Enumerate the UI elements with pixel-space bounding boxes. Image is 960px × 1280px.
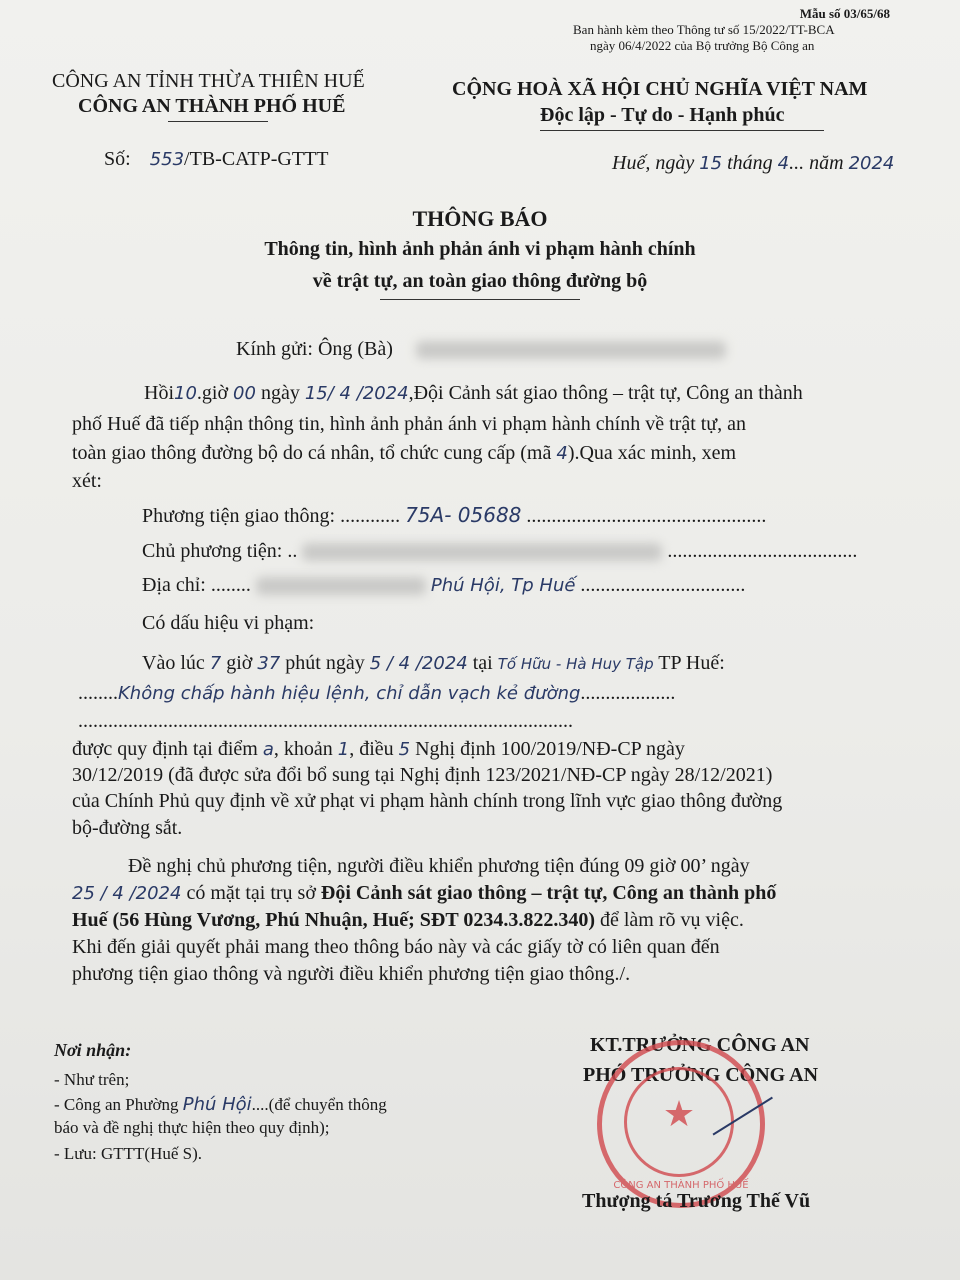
recipients-item-3: - Lưu: GTTT(Huế S). <box>54 1144 203 1163</box>
request-date: 25 / 4 /2024 <box>72 883 182 904</box>
date-place: Huế, ngày <box>612 152 695 174</box>
violation-time-row <box>142 650 725 677</box>
issued-by-line-2: ngày 06/4/2022 của Bộ trưởng Bộ Công an <box>590 38 815 53</box>
request-line-2 <box>72 880 776 907</box>
violation-minute: 37 <box>257 653 281 674</box>
intro-code: 4 <box>556 443 568 464</box>
violation-date-label: ngày <box>325 652 365 674</box>
doc-no-suffix: /TB-CATP-GTTT <box>184 148 329 170</box>
address-label: Địa chỉ: <box>142 574 206 596</box>
doc-no-value: 553 <box>149 149 185 170</box>
intro-line-4: xét: <box>72 470 102 492</box>
law-article-label: , điều <box>349 738 394 760</box>
signature-title-1: KT.TRƯỞNG CÔNG AN <box>590 1034 810 1056</box>
document-date: Huế, ngày 15 tháng 4... năm 2024 <box>612 152 895 174</box>
request-line-3b: để làm rõ vụ việc. <box>600 909 744 931</box>
law-article: 5 <box>398 739 411 760</box>
vehicle-plate: 75A- 05688 <box>405 503 522 527</box>
law-decree: Nghị định 100/2019/NĐ-CP ngày <box>415 738 685 760</box>
violation-date: 5 / 4 /2024 <box>369 653 468 674</box>
violation-city: TP Huế: <box>658 652 725 674</box>
recipients-item-1: - Như trên; <box>54 1070 130 1089</box>
law-clause-label: , khoản <box>273 738 333 760</box>
law-line-1 <box>72 736 685 763</box>
signer-name: Thượng tá Trương Thế Vũ <box>582 1190 811 1212</box>
intro-hour: 10 <box>174 383 197 404</box>
violation-hour: 7 <box>209 653 222 674</box>
intro-line-3b: ).Qua xác minh, xem <box>567 442 737 464</box>
redacted-owner <box>302 543 662 561</box>
intro-rest: Đội Cảnh sát giao thông – trật tự, Công an thành <box>413 382 803 404</box>
issued-by-line-1: Ban hành kèm theo Thông tư số 15/2022/TT-BCA <box>573 22 835 37</box>
date-year: 2024 <box>848 153 895 174</box>
recipients-title: Nơi nhận: <box>54 1040 132 1060</box>
violation-behavior-row: ........Không chấp hành hiệu lệnh, chỉ dẫn vạch kẻ đường................... <box>78 682 676 704</box>
violation-hour-label: giờ <box>226 652 253 674</box>
law-line-3: của Chính Phủ quy định về xử phạt vi phạm hành chính trong lĩnh vực giao thông đường <box>72 790 783 812</box>
recipient-label: Kính gửi: Ông (Bà) <box>236 338 393 360</box>
violation-at-label: tại <box>472 652 493 674</box>
intro-minute-label: giờ <box>201 382 229 404</box>
violation-label: Có dấu hiệu vi phạm: <box>142 612 315 634</box>
violation-minute-label: phút <box>285 652 321 674</box>
dotted-line: ................................................................................................... <box>78 710 573 732</box>
violation-time-label: Vào lúc <box>142 652 205 674</box>
recipients-item-2-cont: báo và đề nghị thực hiện theo quy định); <box>54 1118 330 1137</box>
agency-name: CÔNG AN THÀNH PHỐ HUẾ <box>78 95 346 117</box>
redacted-name <box>416 341 726 359</box>
request-line-3 <box>72 907 744 933</box>
document-subtitle-1: Thông tin, hình ảnh phản ánh vi phạm hành chính <box>264 238 696 260</box>
recipients-item-2a: - Công an Phường <box>54 1095 179 1114</box>
date-day: 15 <box>699 153 723 174</box>
recipient-line <box>236 336 726 362</box>
law-point-label: được quy định tại điểm <box>72 738 258 760</box>
intro-date-label: ngày <box>260 382 300 404</box>
intro-line-1: Hồi10.giờ 00 ngày 15/ 4 /2024,Đội Cảnh sát giao thông – trật tự, Công an thành <box>144 382 803 404</box>
date-month: 4 <box>777 153 790 174</box>
request-line-4: Khi đến giải quyết phải mang theo thông báo này và các giấy tờ có liên quan đến <box>72 936 720 958</box>
document-title: THÔNG BÁO <box>412 206 548 231</box>
request-line-1: Đề nghị chủ phương tiện, người điều khiển phương tiện đúng 09 giờ 00’ ngày <box>128 855 750 877</box>
law-line-2: 30/12/2019 (đã được sửa đổi bổ sung tại Nghị định 123/2021/NĐ-CP ngày 28/12/2021) <box>72 764 773 786</box>
law-line-4: bộ-đường sắt. <box>72 817 183 839</box>
date-year-label: năm <box>809 152 844 174</box>
owner-row: Chủ phương tiện: .. ...................................... <box>142 540 858 562</box>
request-line-2b: Đội Cảnh sát giao thông – trật tự, Công an thành phố <box>320 882 777 904</box>
request-office-address: Huế (56 Hùng Vương, Phú Nhuận, Huế; SĐT 0234.3.822.340) <box>72 909 595 931</box>
agency-parent: CÔNG AN TỈNH THỪA THIÊN HUẾ <box>52 70 365 92</box>
recipients-ward: Phú Hội <box>182 1094 252 1115</box>
vehicle-row: Phương tiện giao thông: ............ 75A- 05688 ................................................ <box>142 503 767 527</box>
intro-hour-label: Hồi <box>144 382 174 404</box>
document-subtitle-2: về trật tự, an toàn giao thông đường bộ <box>312 270 648 292</box>
intro-minute: 00 <box>233 383 256 404</box>
star-icon: ★ <box>662 1094 696 1135</box>
address-value: Phú Hội, Tp Huế <box>430 575 576 596</box>
intro-line-2: phố Huế đã tiếp nhận thông tin, hình ảnh phản ánh vi phạm hành chính về trật tự, an <box>72 413 747 435</box>
recipients-item-2b: (để chuyển thông <box>268 1095 387 1114</box>
official-stamp <box>597 1040 765 1208</box>
violation-behavior: Không chấp hành hiệu lệnh, chỉ dẫn vạch kẻ đường <box>118 683 581 704</box>
intro-line-3 <box>72 440 736 467</box>
national-motto: Độc lập - Tự do - Hạnh phúc <box>540 104 785 126</box>
owner-label: Chủ phương tiện: <box>142 540 283 562</box>
redacted-address <box>256 577 426 595</box>
intro-date: 15/ 4 /2024 <box>304 383 409 404</box>
request-line-5: phương tiện giao thông và người điều khiển phương tiện giao thông./. <box>72 963 631 985</box>
violation-place: Tố Hữu - Hà Huy Tập <box>497 655 654 673</box>
document-number <box>104 148 328 171</box>
agency-underline <box>168 121 268 122</box>
recipients-item-2: - Công an Phường Phú Hội....(để chuyển thông <box>54 1094 387 1115</box>
date-month-label: tháng <box>727 152 773 174</box>
address-row: Địa chỉ: ........ Phú Hội, Tp Huế ................................. <box>142 574 746 596</box>
title-underline <box>380 299 580 300</box>
signature-title-2: PHÓ TRƯỞNG CÔNG AN <box>583 1064 819 1086</box>
doc-no-label: Số: <box>104 148 131 170</box>
law-point: a <box>262 739 274 760</box>
request-line-2a: có mặt tại trụ sở <box>186 882 316 904</box>
vehicle-label: Phương tiện giao thông: <box>142 505 336 527</box>
stamp-text: CÔNG AN THÀNH PHỐ HUẾ <box>613 1180 749 1191</box>
form-number: Mẫu số 03/65/68 <box>799 6 890 21</box>
law-clause: 1 <box>337 739 350 760</box>
intro-line-3a: toàn giao thông đường bộ do cá nhân, tổ chức cung cấp (mã <box>72 442 552 464</box>
motto-underline <box>540 130 824 131</box>
stamp-inner-ring <box>624 1067 734 1177</box>
national-title: CỘNG HOÀ XÃ HỘI CHỦ NGHĨA VIỆT NAM <box>452 78 868 100</box>
